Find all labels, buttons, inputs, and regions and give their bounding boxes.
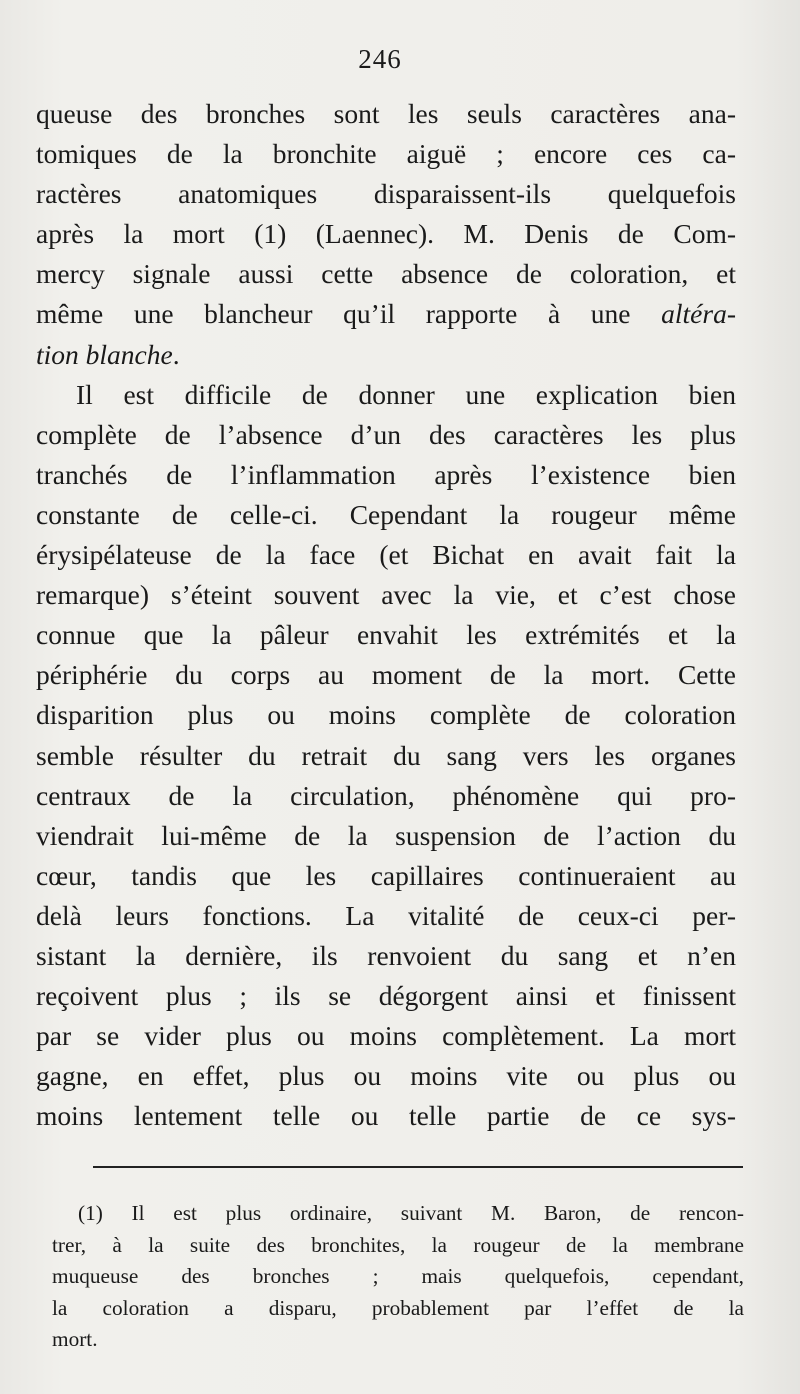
paragraph-start-line: Il est difficile de donner une explication bien xyxy=(76,378,736,410)
footnote-line: la coloration a disparu, probablement par l’effet de la xyxy=(52,1295,744,1320)
footnote-divider xyxy=(93,1166,743,1168)
text-line: tranchés de l’inflammation après l’existence bien xyxy=(36,458,736,490)
text-line: mercy signale aussi cette absence de coloration, et xyxy=(36,258,736,290)
text-line: connue que la pâleur envahit les extrémités et la xyxy=(36,619,736,651)
text-segment: . xyxy=(172,338,180,370)
text-line: constante de celle-ci. Cependant la rougeur même xyxy=(36,498,736,530)
text-line: tomiques de la bronchite aiguë ; encore ces ca- xyxy=(36,138,736,170)
italic-term: tion blanche xyxy=(36,338,173,370)
page-number: 246 xyxy=(358,44,402,74)
italic-term: altéra- xyxy=(661,298,736,330)
footnote-line: mort. xyxy=(52,1327,98,1352)
text-line xyxy=(36,335,736,375)
text-line: sistant la dernière, ils renvoient du sang et n’en xyxy=(36,939,736,971)
text-segment: même une blancheur qu’il rapporte à une xyxy=(36,298,662,330)
text-line: périphérie du corps au moment de la mort. Cette xyxy=(36,659,736,691)
footnote-line: muqueuse des bronches ; mais quelquefois, cependant, xyxy=(52,1264,744,1289)
text-line: moins lentement telle ou telle partie de ce sys- xyxy=(36,1100,736,1132)
text-line: delà leurs fonctions. La vitalité de ceux-ci per- xyxy=(36,899,736,931)
footnote xyxy=(52,1198,744,1356)
text-line: queuse des bronches sont les seuls caractères ana- xyxy=(36,98,736,129)
text-line: remarque) s’éteint souvent avec la vie, et c’est chose xyxy=(36,579,736,611)
text-line: reçoivent plus ; ils se dégorgent ainsi et finissent xyxy=(36,980,736,1012)
text-line: érysipélateuse de la face (et Bichat en avait fait la xyxy=(36,539,736,571)
text-line: gagne, en effet, plus ou moins vite ou plus ou xyxy=(36,1060,736,1092)
text-line: semble résulter du retrait du sang vers les organes xyxy=(36,739,736,771)
footnote-line: (1) Il est plus ordinaire, suivant M. Baron, de rencon- xyxy=(78,1201,744,1225)
text-line: après la mort (1) (Laennec). M. Denis de Com- xyxy=(36,218,736,250)
text-line: par se vider plus ou moins complètement. La mort xyxy=(36,1020,736,1052)
text-line: complète de l’absence d’un des caractères les plus xyxy=(36,418,736,450)
text-line: centraux de la circulation, phénomène qui pro- xyxy=(36,779,736,811)
text-line: ractères anatomiques disparaissent-ils quelquefois xyxy=(36,178,736,210)
text-line: viendrait lui-même de la suspension de l’action du xyxy=(36,819,736,851)
main-text xyxy=(36,94,736,1136)
text-line: cœur, tandis que les capillaires continueraient au xyxy=(36,859,736,891)
text-line: disparition plus ou moins complète de coloration xyxy=(36,699,736,731)
footnote-line: trer, à la suite des bronchites, la rougeur de la membrane xyxy=(52,1232,744,1257)
text-line xyxy=(36,294,736,334)
